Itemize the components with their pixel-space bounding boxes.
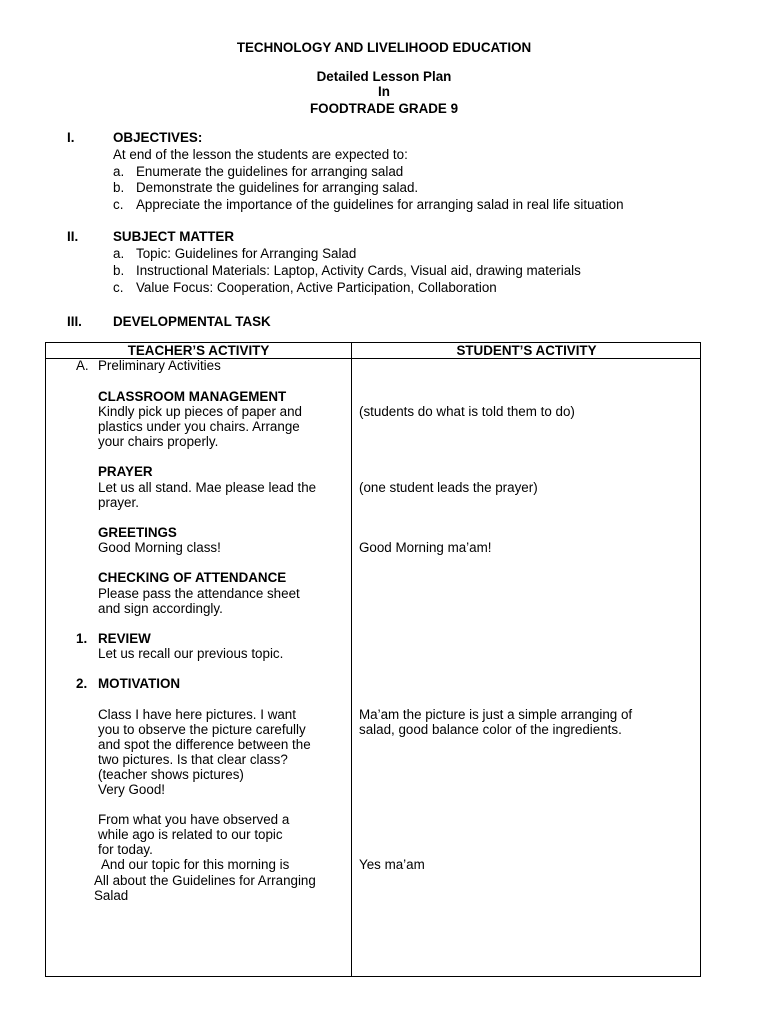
plan-title-line1: Detailed Lesson Plan (316, 69, 452, 84)
teacher-line: Let us recall our previous topic. (98, 646, 284, 661)
student-response: (one student leads the prayer) (359, 480, 538, 495)
teacher-line: for today. (98, 842, 153, 857)
subject-label: b. (113, 263, 125, 278)
review-heading: REVIEW (98, 631, 151, 646)
developmental-task-number: III. (67, 314, 82, 329)
teacher-line: your chairs properly. (98, 434, 219, 449)
teacher-line: Please pass the attendance sheet (98, 586, 300, 601)
review-number: 1. (76, 631, 88, 646)
teacher-line: Salad (94, 888, 129, 903)
subject-item: Value Focus: Cooperation, Active Participation, Collaboration (136, 280, 497, 295)
teacher-line: while ago is related to our topic (98, 827, 283, 842)
activity-table (45, 342, 701, 977)
objective-item: Demonstrate the guidelines for arranging salad. (136, 180, 419, 195)
column-divider (351, 343, 352, 976)
teacher-line: Kindly pick up pieces of paper and (98, 404, 302, 419)
teacher-line: (teacher shows pictures) (98, 767, 244, 782)
objective-label: b. (113, 180, 125, 195)
objectives-number: I. (67, 130, 75, 145)
subject-item: Topic: Guidelines for Arranging Salad (136, 246, 357, 261)
subject-matter-number: II. (67, 229, 79, 244)
preliminary-label: A. (76, 358, 89, 373)
developmental-task-heading: DEVELOPMENTAL TASK (113, 314, 271, 329)
student-response: Ma’am the picture is just a simple arranging of (359, 707, 633, 722)
plan-title-line2: In (378, 84, 390, 99)
teacher-line: From what you have observed a (98, 812, 290, 827)
student-response: Good Morning ma’am! (359, 540, 492, 555)
motivation-heading: MOTIVATION (98, 676, 181, 691)
subject-label: a. (113, 246, 125, 261)
plan-title-line3: FOODTRADE GRADE 9 (309, 101, 459, 116)
teacher-line: and spot the difference between the (98, 737, 311, 752)
teacher-line: Very Good! (98, 782, 165, 797)
teacher-line: two pictures. Is that clear class? (98, 752, 288, 767)
teacher-line: prayer. (98, 495, 139, 510)
objective-label: a. (113, 164, 125, 179)
objective-item: Appreciate the importance of the guidelines for arranging salad in real life situation (136, 197, 624, 212)
teacher-line: plastics under you chairs. Arrange (98, 419, 300, 434)
greetings-heading: GREETINGS (98, 525, 177, 540)
subject-label: c. (113, 280, 124, 295)
attendance-heading: CHECKING OF ATTENDANCE (98, 570, 287, 585)
objectives-intro: At end of the lesson the students are expected to: (113, 147, 408, 162)
teacher-line: Class I have here pictures. I want (98, 707, 296, 722)
teacher-line: you to observe the picture carefully (98, 722, 306, 737)
student-response: Yes ma’am (359, 857, 425, 872)
teacher-line: Let us all stand. Mae please lead the (98, 480, 317, 495)
teacher-line: and sign accordingly. (98, 601, 223, 616)
objectives-heading: OBJECTIVES: (113, 130, 203, 145)
teacher-line: And our topic for this morning is (98, 857, 290, 872)
prayer-heading: PRAYER (98, 464, 153, 479)
subject-item: Instructional Materials: Laptop, Activity Cards, Visual aid, drawing materials (136, 263, 581, 278)
document-title: TECHNOLOGY AND LIVELIHOOD EDUCATION (236, 40, 532, 55)
subject-matter-heading: SUBJECT MATTER (113, 229, 235, 244)
teacher-activity-header: TEACHER’S ACTIVITY (127, 343, 270, 358)
teacher-line: Good Morning class! (98, 540, 221, 555)
teacher-line: All about the Guidelines for Arranging (94, 873, 316, 888)
motivation-number: 2. (76, 676, 88, 691)
preliminary-text: Preliminary Activities (98, 358, 221, 373)
student-activity-header: STUDENT’S ACTIVITY (456, 343, 597, 358)
student-response: (students do what is told them to do) (359, 404, 575, 419)
student-response: salad, good balance color of the ingredients. (359, 722, 622, 737)
objective-label: c. (113, 197, 124, 212)
objective-item: Enumerate the guidelines for arranging salad (136, 164, 404, 179)
classroom-management-heading: CLASSROOM MANAGEMENT (98, 389, 287, 404)
